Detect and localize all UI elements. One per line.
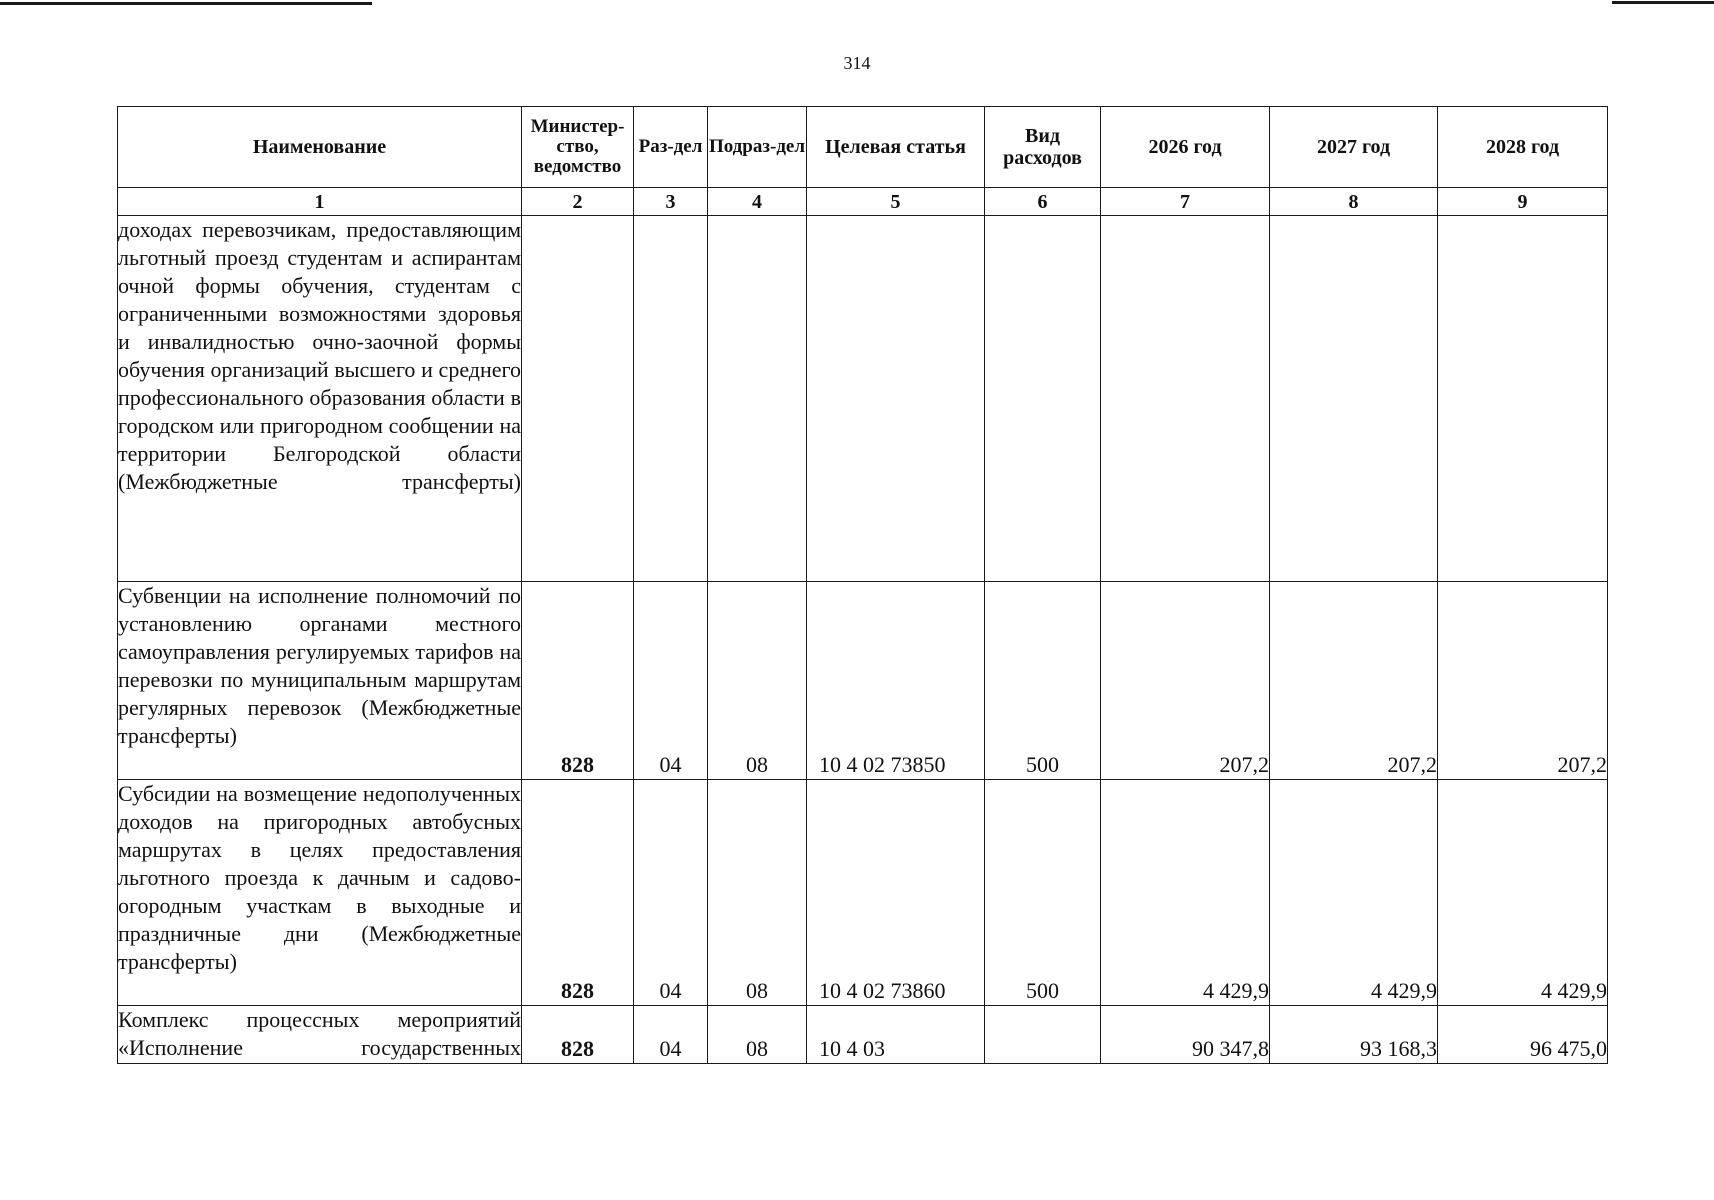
column-number: 8 [1270, 188, 1438, 216]
header-subsection: Подраз-дел [708, 107, 807, 188]
row-subsection-cell: 08 [708, 582, 807, 780]
table-row [118, 216, 1608, 582]
row-2027-cell: 207,2 [1270, 582, 1438, 780]
header-name: Наименование [118, 107, 522, 188]
scan-artifact-top-right [1612, 1, 1714, 4]
column-number: 9 [1438, 188, 1608, 216]
column-number: 5 [807, 188, 985, 216]
row-expense-type-cell: 500 [985, 780, 1101, 1006]
row-target-cell: 10 4 02 73850 [807, 582, 985, 780]
row-subsection-cell [708, 216, 807, 582]
row-2027-cell [1270, 216, 1438, 582]
row-name-cell: Комплекс процессных мероприятий «Исполнение государственных [118, 1006, 522, 1064]
row-section-cell: 04 [634, 1006, 708, 1064]
header-section: Раз-дел [634, 107, 708, 188]
row-2026-cell: 90 347,8 [1101, 1006, 1270, 1064]
budget-table [117, 106, 1608, 1064]
header-2027: 2027 год [1270, 107, 1438, 188]
row-2028-cell [1438, 216, 1608, 582]
row-expense-type-cell [985, 216, 1101, 582]
row-2028-cell: 96 475,0 [1438, 1006, 1608, 1064]
header-row [118, 107, 1608, 188]
row-2026-cell: 4 429,9 [1101, 780, 1270, 1006]
row-2026-cell: 207,2 [1101, 582, 1270, 780]
row-ministry-cell: 828 [522, 582, 634, 780]
row-expense-type-cell [985, 1006, 1101, 1064]
row-subsection-cell: 08 [708, 1006, 807, 1064]
header-target: Целевая статья [807, 107, 985, 188]
page-number: 314 [843, 53, 871, 73]
table-row [118, 780, 1608, 1006]
table-row [118, 582, 1608, 780]
row-ministry-cell [522, 216, 634, 582]
column-number-row [118, 188, 1608, 216]
row-name-cell: Субсидии на возмещение недополученных доходов на пригородных автобусных маршрутах в целях предоставления льготного проезда к дачным и садово-огородным участкам в выходные и праздничные дни (Межбюджетные трансферты) [118, 780, 522, 1006]
row-target-cell: 10 4 03 [807, 1006, 985, 1064]
row-target-cell: 10 4 02 73860 [807, 780, 985, 1006]
header-2026: 2026 год [1101, 107, 1270, 188]
scan-artifact-top-left [0, 2, 372, 5]
header-expense-type: Вид расходов [985, 107, 1101, 188]
table-row [118, 1006, 1608, 1064]
row-ministry-cell: 828 [522, 1006, 634, 1064]
column-number: 6 [985, 188, 1101, 216]
header-2028: 2028 год [1438, 107, 1608, 188]
row-2027-cell: 4 429,9 [1270, 780, 1438, 1006]
row-target-cell [807, 216, 985, 582]
row-2028-cell: 207,2 [1438, 582, 1608, 780]
column-number: 4 [708, 188, 807, 216]
row-name-cell: доходах перевозчикам, предоставляющим льготный проезд студентам и аспирантам очной формы обучения, студентам с ограниченными возможностями здоровья и инвалидностью очно-заочной формы обучения организаций высшего и среднего профессионального образования области в городском или пригородном сообщении на территории Белгородской области (Межбюджетные трансферты) [118, 216, 522, 582]
column-number: 2 [522, 188, 634, 216]
row-2026-cell [1101, 216, 1270, 582]
column-number: 7 [1101, 188, 1270, 216]
row-section-cell [634, 216, 708, 582]
row-ministry-cell: 828 [522, 780, 634, 1006]
column-number: 3 [634, 188, 708, 216]
row-subsection-cell: 08 [708, 780, 807, 1006]
column-number: 1 [118, 188, 522, 216]
row-name-cell: Субвенции на исполнение полномочий по установлению органами местного самоуправления регулируемых тарифов на перевозки по муниципальным маршрутам регулярных перевозок (Межбюджетные трансферты) [118, 582, 522, 780]
row-section-cell: 04 [634, 780, 708, 1006]
header-ministry: Министер-ство, ведомство [522, 107, 634, 188]
row-expense-type-cell: 500 [985, 582, 1101, 780]
row-2027-cell: 93 168,3 [1270, 1006, 1438, 1064]
row-2028-cell: 4 429,9 [1438, 780, 1608, 1006]
row-section-cell: 04 [634, 582, 708, 780]
